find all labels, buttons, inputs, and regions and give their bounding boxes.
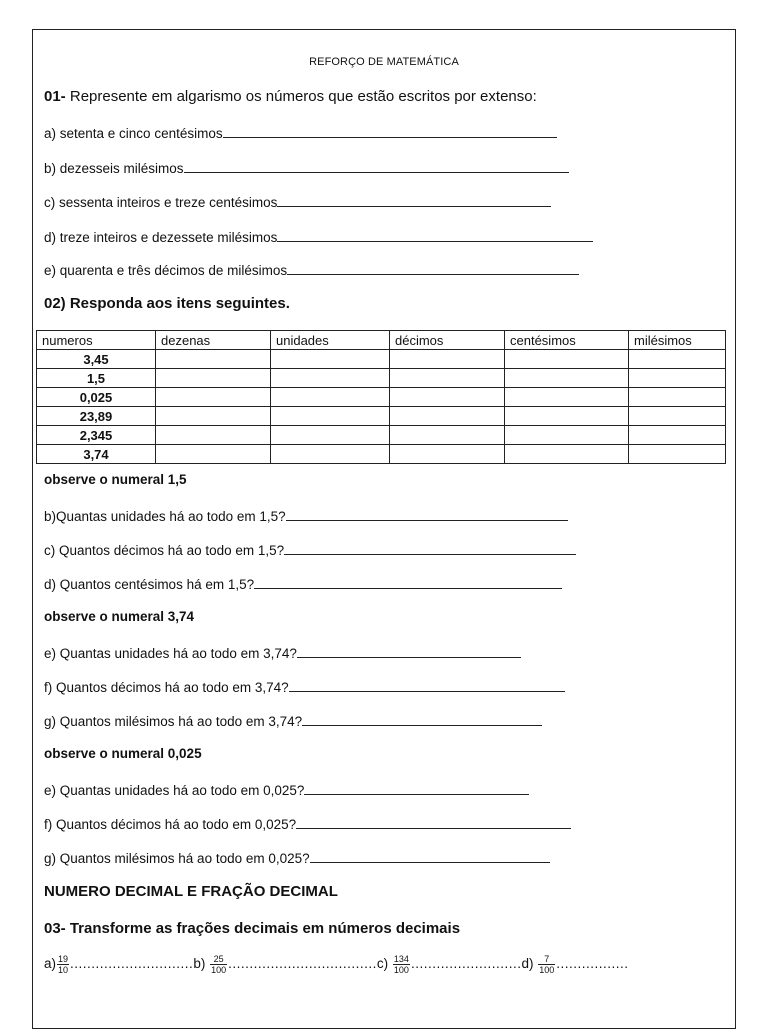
table-answer-cell[interactable] [629,369,726,388]
table-answer-cell[interactable] [629,445,726,464]
q2-question-d-text: d) Quantos centésimos há em 1,5? [44,577,255,592]
group-label-1-5: observe o numeral 1,5 [44,472,187,487]
fraction-denominator: 100 [539,965,555,975]
q2-question-g2-text: g) Quantos milésimos há ao todo em 0,025? [44,851,310,866]
q1-item-d-blank[interactable] [277,228,593,242]
q3-item-a-label: a) [44,956,57,972]
table-answer-cell[interactable] [156,426,271,445]
group-label-0-025: observe o numeral 0,025 [44,746,202,761]
table-answer-cell[interactable] [390,388,505,407]
table-number-cell: 2,345 [37,426,156,445]
table-header-cell: numeros [37,331,156,350]
q2-question-c-text: c) Quantos décimos há ao todo em 1,5? [44,543,285,558]
q2-question-d [44,575,562,592]
q1-item-b [44,159,569,176]
fraction-numerator: 25 [210,954,227,965]
page-title: REFORÇO DE MATEMÁTICA [309,56,459,68]
table-answer-cell[interactable] [156,445,271,464]
table-answer-cell[interactable] [505,407,629,426]
q2-question-f1-blank[interactable] [289,678,565,692]
q2-question-f2-blank[interactable] [296,815,571,829]
q1-item-d-text: d) treze inteiros e dezessete milésimos [44,230,278,245]
table-answer-cell[interactable] [271,426,390,445]
q2-question-b-text: b)Quantas unidades há ao todo em 1,5? [44,509,286,524]
q2-question-e2 [44,781,529,798]
fraction-denominator: 10 [58,965,69,975]
table-answer-cell[interactable] [505,426,629,445]
q3-item-a-answer[interactable]: ............................. [70,956,194,972]
table-answer-cell[interactable] [629,407,726,426]
q2-question-f2-text: f) Quantos décimos há ao todo em 0,025? [44,817,297,832]
table-header-cell: centésimos [505,331,629,350]
q3-item-c-label: c) [376,956,389,972]
q3-fractions-row [44,954,629,975]
q1-item-b-text: b) dezesseis milésimos [44,161,184,176]
fraction-denominator: 100 [211,965,227,975]
q2-question-g1-blank[interactable] [302,712,542,726]
table-answer-cell[interactable] [271,388,390,407]
q3-item-c-answer[interactable]: .......................... [410,956,522,972]
table-answer-cell[interactable] [156,369,271,388]
q1-item-a [44,124,557,141]
q2-question-g1 [44,712,542,729]
table-header-cell: unidades [271,331,390,350]
fraction-numerator: 7 [538,954,555,965]
q2-question-d-blank[interactable] [254,575,562,589]
q2-question-c-blank[interactable] [284,541,576,555]
q1-item-c-blank[interactable] [277,193,551,207]
table-answer-cell[interactable] [505,369,629,388]
q2-question-c [44,541,576,558]
q3-item-d-label: d) [521,956,534,972]
table-answer-cell[interactable] [156,350,271,369]
q1-item-e [44,261,579,278]
table-answer-cell[interactable] [505,388,629,407]
q2-question-g1-text: g) Quantos milésimos há ao todo em 3,74? [44,714,303,729]
table-answer-cell[interactable] [505,350,629,369]
q1-item-e-text: e) quarenta e três décimos de milésimos [44,263,288,278]
table-answer-cell[interactable] [390,445,505,464]
table-answer-cell[interactable] [390,369,505,388]
q2-question-e1 [44,644,521,661]
q3-item-d-answer[interactable]: ................. [556,956,629,972]
table-answer-cell[interactable] [629,388,726,407]
table-answer-cell[interactable] [629,350,726,369]
fraction-denominator: 100 [393,965,409,975]
fraction-19-10 [57,954,69,975]
q1-item-e-blank[interactable] [287,261,579,275]
table-answer-cell[interactable] [505,445,629,464]
table-answer-cell[interactable] [271,407,390,426]
table-row [37,445,726,464]
q2-question-g2-blank[interactable] [310,849,550,863]
table-answer-cell[interactable] [271,350,390,369]
fraction-numerator: 134 [393,954,409,964]
q1-item-a-text: a) setenta e cinco centésimos [44,126,223,141]
q2-question-e1-text: e) Quantas unidades há ao todo em 3,74? [44,646,297,661]
q3-item-b-label: b) [193,956,206,972]
table-row [37,388,726,407]
q2-question-f2 [44,815,571,832]
q1-item-c-text: c) sessenta inteiros e treze centésimos [44,195,278,210]
q2-question-b [44,507,568,524]
table-number-cell: 3,45 [37,350,156,369]
table-row [37,350,726,369]
q2-question-e2-blank[interactable] [304,781,529,795]
table-answer-cell[interactable] [390,426,505,445]
q1-item-d [44,228,593,245]
table-header-cell: décimos [390,331,505,350]
table-answer-cell[interactable] [156,407,271,426]
q2-question-f1 [44,678,565,695]
q2-heading: 02) Responda aos itens seguintes. [44,295,290,312]
table-number-cell: 23,89 [37,407,156,426]
table-row [37,426,726,445]
page-border [32,29,736,1029]
q2-question-e1-blank[interactable] [297,644,521,658]
table-header-row [37,331,726,350]
table-answer-cell[interactable] [271,445,390,464]
q1-heading-text: Represente em algarismo os números que estão escritos por extenso: [69,88,537,105]
q2-question-e2-text: e) Quantas unidades há ao todo em 0,025? [44,783,305,798]
fraction-25-100 [210,954,227,975]
q2-question-g2 [44,849,550,866]
q1-item-c [44,193,551,210]
table-number-cell: 0,025 [37,388,156,407]
fraction-numerator: 19 [58,954,69,964]
q1-item-a-blank[interactable] [223,124,557,138]
decimal-place-table [36,330,726,464]
q2-question-f1-text: f) Quantos décimos há ao todo em 3,74? [44,680,289,695]
q1-number: 01- [44,88,66,105]
table-header-cell: milésimos [629,331,726,350]
table-row [37,369,726,388]
q2-question-b-blank[interactable] [286,507,568,521]
q1-item-b-blank[interactable] [184,159,569,173]
table-answer-cell[interactable] [390,407,505,426]
q3-item-b-answer[interactable]: ................................... [228,956,377,972]
q1-heading [44,88,537,105]
fraction-134-100 [393,954,410,975]
table-answer-cell[interactable] [156,388,271,407]
table-answer-cell[interactable] [390,350,505,369]
table-header-cell: dezenas [156,331,271,350]
table-number-cell: 1,5 [37,369,156,388]
q3-heading: 03- Transforme as frações decimais em números decimais [44,920,461,937]
table-answer-cell[interactable] [629,426,726,445]
fraction-7-100 [538,954,555,975]
table-answer-cell[interactable] [271,369,390,388]
group-label-3-74: observe o numeral 3,74 [44,609,195,624]
table-row [37,407,726,426]
table-number-cell: 3,74 [37,445,156,464]
section-title: NUMERO DECIMAL E FRAÇÃO DECIMAL [44,883,338,900]
